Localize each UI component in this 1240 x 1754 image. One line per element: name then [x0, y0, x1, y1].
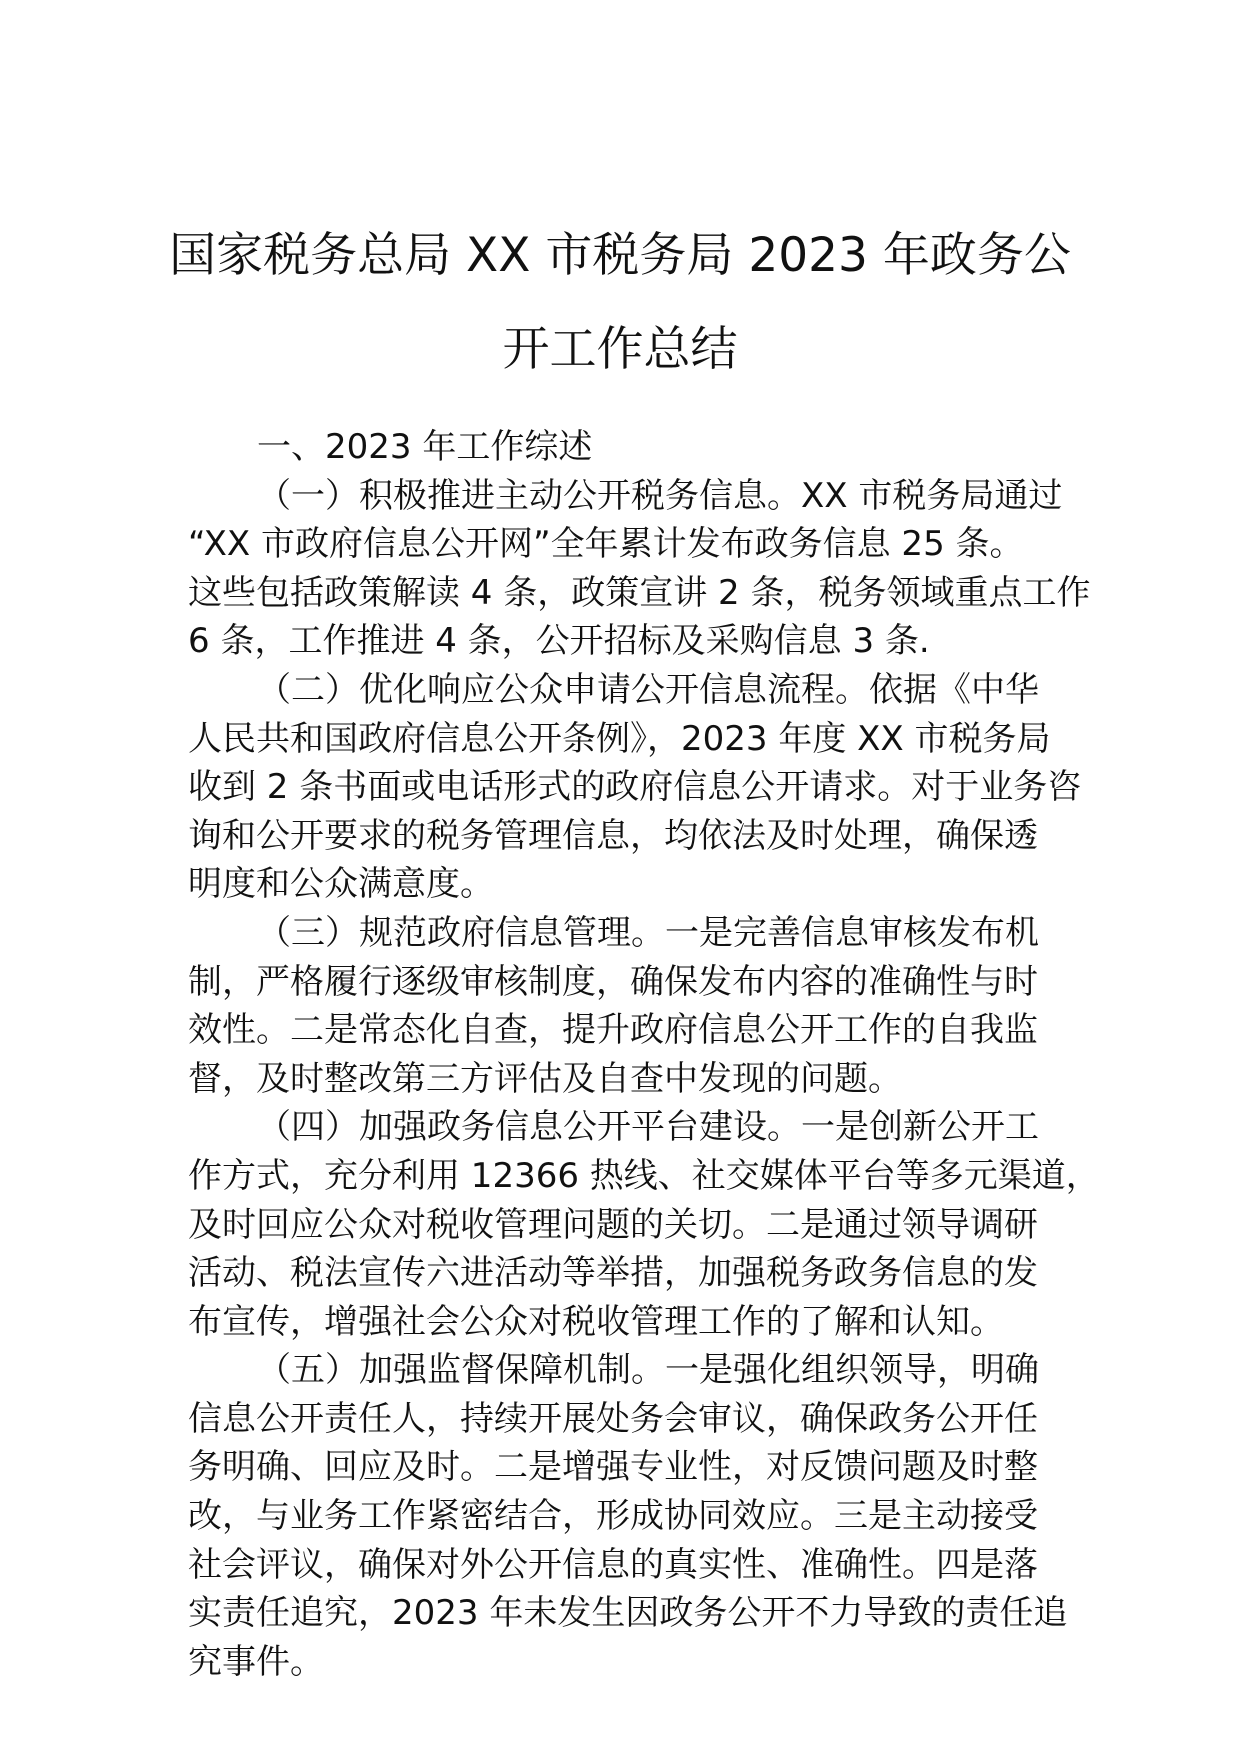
section-heading: 一、2023 年工作综述 — [257, 427, 593, 467]
paragraph-2-line-5: 明度和公众满意度。 — [188, 864, 494, 905]
paragraph-5-line-3: 务明确、回应及时。二是增强专业性，对反馈问题及时整 — [188, 1447, 1038, 1488]
paragraph-2-line-1: （二）优化响应公众申请公开信息流程。依据《中华 — [257, 669, 1039, 710]
paragraph-1-line-4: 6 条，工作推进 4 条，公开招标及采购信息 3 条. — [188, 621, 930, 662]
paragraph-3-line-1: （三）规范政府信息管理。一是完善信息审核发布机 — [257, 912, 1039, 953]
paragraph-1-line-3: 这些包括政策解读 4 条，政策宣讲 2 条，税务领域重点工作 — [188, 572, 1091, 613]
paragraph-4-line-1: （四）加强政务信息公开平台建设。一是创新公开工 — [257, 1107, 1039, 1148]
title-line-2: 开工作总结 — [502, 322, 738, 378]
paragraph-5-line-6: 实责任追究，2023 年未发生因政务公开不力导致的责任追 — [188, 1593, 1068, 1634]
paragraph-3-line-3: 效性。二是常态化自查，提升政府信息公开工作的自我监 — [188, 1010, 1038, 1051]
paragraph-4-line-3: 及时回应公众对税收管理问题的关切。二是通过领导调研 — [188, 1204, 1038, 1245]
paragraph-5-line-2: 信息公开责任人，持续开展处务会审议，确保政务公开任 — [188, 1398, 1038, 1439]
paragraph-3-line-4: 督，及时整改第三方评估及自查中发现的问题。 — [188, 1058, 902, 1099]
paragraph-4-line-4: 活动、税法宣传六进活动等举措，加强税务政务信息的发 — [188, 1253, 1038, 1294]
paragraph-1-line-2: “XX 市政府信息公开网”全年累计发布政务信息 25 条。 — [188, 524, 1024, 565]
paragraph-2-line-2: 人民共和国政府信息公开条例》，2023 年度 XX 市税务局 — [188, 718, 1051, 759]
paragraph-5-line-4: 改，与业务工作紧密结合，形成协同效应。三是主动接受 — [188, 1496, 1038, 1537]
paragraph-3-line-2: 制，严格履行逐级审核制度，确保发布内容的准确性与时 — [188, 961, 1038, 1002]
paragraph-5-line-1: （五）加强监督保障机制。一是强化组织领导，明确 — [257, 1350, 1039, 1391]
document-title — [150, 209, 1090, 397]
paragraph-5-line-5: 社会评议，确保对外公开信息的真实性、准确性。四是落 — [188, 1544, 1038, 1585]
document-body — [188, 423, 1100, 1686]
paragraph-4-line-2: 作方式，充分利用 12366 热线、社交媒体平台等多元渠道， — [188, 1155, 1100, 1196]
paragraph-1-line-1: （一）积极推进主动公开税务信息。XX 市税务局通过 — [257, 475, 1063, 516]
paragraph-2-line-4: 询和公开要求的税务管理信息，均依法及时处理，确保透 — [188, 815, 1038, 856]
title-line-1: 国家税务总局 XX 市税务局 2023 年政务公 — [169, 228, 1071, 284]
paragraph-2-line-3: 收到 2 条书面或电话形式的政府信息公开请求。对于业务咨 — [188, 767, 1082, 808]
paragraph-5-line-7: 究事件。 — [188, 1641, 324, 1682]
paragraph-4-line-5: 布宣传，增强社会公众对税收管理工作的了解和认知。 — [188, 1301, 1004, 1342]
